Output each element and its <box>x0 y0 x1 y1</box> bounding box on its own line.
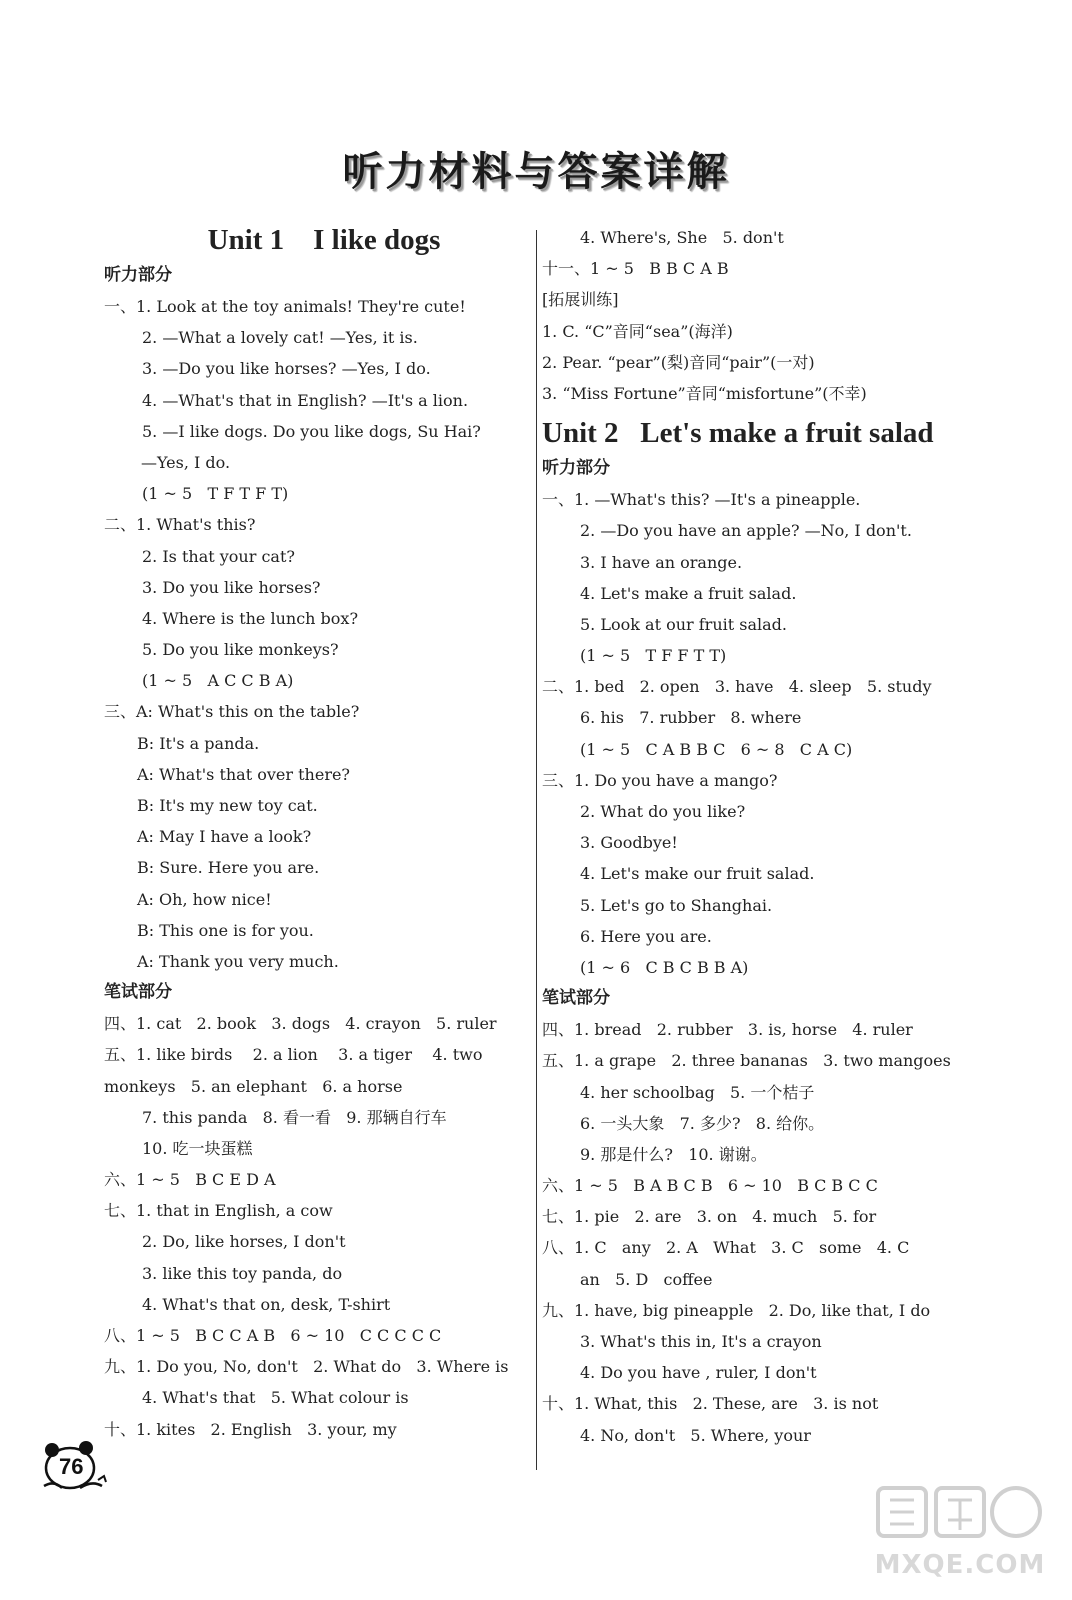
answer-line: B: This one is for you. <box>137 920 314 940</box>
answer-line: 五、1. like birds 2. a lion 3. a tiger 4. two <box>104 1045 483 1065</box>
answer-line: A: May I have a look? <box>137 827 312 847</box>
watermark-text: MXQE.COM <box>874 1550 1046 1580</box>
answer-line: A: Thank you very much. <box>137 951 339 971</box>
column-divider <box>536 230 537 1470</box>
answer-line: 2. What do you like? <box>580 802 746 821</box>
right-top-lines <box>542 222 972 409</box>
answer-line: 2. Do, like horses, I don't <box>142 1232 346 1252</box>
answer-line: 2. —What a lovely cat! —Yes, it is. <box>142 328 418 348</box>
answer-line: 十、1. kites 2. English 3. your, my <box>104 1419 397 1439</box>
answer-line: 4. What's that on, desk, T-shirt <box>142 1294 391 1314</box>
answer-line: 三、A: What's this on the table? <box>104 702 360 722</box>
right-column <box>542 220 972 1451</box>
answer-line: an 5. D coffee <box>580 1269 713 1289</box>
answer-line: 一、1. —What's this? —It's a pineapple. <box>542 490 861 510</box>
answer-line: 7. this panda 8. 看一看 9. 那辆自行车 <box>142 1107 447 1127</box>
answer-line: B: It's my new toy cat. <box>137 796 318 815</box>
answer-line: 6. 一头大象 7. 多少? 8. 给你。 <box>580 1113 825 1133</box>
section-heading: 笔试部分 <box>542 988 610 1009</box>
answer-line: 4. —What's that in English? —It's a lion. <box>142 390 469 410</box>
answer-line: 一、1. Look at the toy animals! They're cute! <box>104 297 466 316</box>
answer-line: 3. I have an orange. <box>580 552 743 572</box>
answer-line: 5. —I like dogs. Do you like dogs, Su Hai? <box>142 421 481 441</box>
answer-line: 七、1. pie 2. are 3. on 4. much 5. for <box>542 1207 877 1227</box>
answer-line: 十、1. What, this 2. These, are 3. is not <box>542 1394 879 1414</box>
answer-line: 九、1. have, big pineapple 2. Do, like that, I do <box>542 1300 931 1320</box>
answer-line: 二、1. bed 2. open 3. have 4. sleep 5. study <box>542 677 932 697</box>
answer-line: 4. No, don't 5. Where, your <box>580 1425 811 1445</box>
answer-line: 1. C. “C”音同“sea”(海洋) <box>542 321 733 341</box>
answer-line: 二、1. What's this? <box>104 515 256 535</box>
page-title: 听力材料与答案详解 <box>342 149 730 195</box>
answer-line: 四、1. bread 2. rubber 3. is, horse 4. ruler <box>542 1020 913 1040</box>
answer-line: (1 ~ 5 T F F T T) <box>580 646 727 666</box>
page-number-badge <box>40 1440 112 1492</box>
answer-line: 5. Let's go to Shanghai. <box>580 895 773 915</box>
left-column <box>104 220 524 1445</box>
answer-line: 4. Do you have , ruler, I don't <box>580 1363 817 1383</box>
answer-line: 六、1 ~ 5 B A B C B 6 ~ 10 B C B C C <box>542 1176 878 1196</box>
answer-line: 3. “Miss Fortune”音同“misfortune”(不幸) <box>542 383 867 403</box>
answer-line: 6. Here you are. <box>580 926 712 946</box>
answer-line: 七、1. that in English, a cow <box>104 1201 333 1221</box>
answer-line: 6. his 7. rubber 8. where <box>580 708 802 728</box>
answer-line: 3. What's this in, It's a crayon <box>580 1332 822 1351</box>
answer-line: 3. like this toy panda, do <box>142 1263 343 1283</box>
answer-line: 9. 那是什么? 10. 谢谢。 <box>580 1144 767 1164</box>
answer-line: 九、1. Do you, No, don't 2. What do 3. Where is <box>104 1357 509 1377</box>
page-number: 76 <box>59 1454 84 1479</box>
answer-line: 2. Is that your cat? <box>142 546 295 566</box>
answer-line: (1 ~ 6 C B C B B A) <box>580 957 749 977</box>
unit-1-title: Unit 1 I like dogs <box>207 224 441 256</box>
answer-line: 2. —Do you have an apple? —No, I don't. <box>580 521 912 541</box>
answer-line: —Yes, I do. <box>141 452 231 472</box>
answer-line: A: Oh, how nice! <box>137 889 272 909</box>
answer-line: 2. Pear. “pear”(梨)音同“pair”(一对) <box>542 352 815 372</box>
answer-line: 三、1. Do you have a mango? <box>542 770 778 790</box>
answer-line: 十一、1 ~ 5 B B C A B <box>542 259 729 279</box>
answer-line: 五、1. a grape 2. three bananas 3. two mangoes <box>542 1051 951 1071</box>
answer-line: B: Sure. Here you are. <box>137 858 320 878</box>
answer-line: 4. What's that 5. What colour is <box>142 1388 409 1408</box>
answer-line: 3. —Do you like horses? —Yes, I do. <box>142 359 431 379</box>
left-lines <box>104 260 524 1445</box>
answer-line: 八、1 ~ 5 B C C A B 6 ~ 10 C C C C C <box>104 1326 442 1345</box>
answer-line: 5. Look at our fruit salad. <box>580 614 787 634</box>
right-lines <box>542 453 972 1451</box>
answer-line: A: What's that over there? <box>137 764 351 784</box>
section-heading: 听力部分 <box>104 265 172 285</box>
answer-line: 10. 吃一块蛋糕 <box>142 1138 253 1158</box>
answer-line: 3. Goodbye! <box>580 833 678 853</box>
section-heading: 听力部分 <box>542 458 610 479</box>
answer-line: [拓展训练] <box>542 290 619 310</box>
section-heading: 笔试部分 <box>104 982 172 1003</box>
answer-line: 六、1 ~ 5 B C E D A <box>104 1170 276 1190</box>
answer-line: B: It's a panda. <box>137 733 260 753</box>
answer-line: 四、1. cat 2. book 3. dogs 4. crayon 5. ruler <box>104 1014 497 1034</box>
answer-line: monkeys 5. an elephant 6. a horse <box>104 1076 403 1096</box>
watermark <box>870 1480 1050 1590</box>
answer-line: (1 ~ 5 C A B B C 6 ~ 8 C A C) <box>580 739 853 759</box>
answer-line: 5. Do you like monkeys? <box>142 640 339 660</box>
answer-line: 4. Where's, She 5. don't <box>580 228 784 247</box>
answer-line: 4. Let's make our fruit salad. <box>580 864 815 884</box>
watermark-logo-icon <box>870 1480 1050 1550</box>
answer-line: (1 ~ 5 T F T F T) <box>142 484 289 504</box>
answer-line: 八、1. C any 2. A What 3. C some 4. C <box>542 1238 910 1258</box>
unit-2-title: Unit 2 Let's make a fruit salad <box>542 417 934 450</box>
answer-line: 4. Where is the lunch box? <box>142 608 359 628</box>
answer-line: 3. Do you like horses? <box>142 577 321 597</box>
answer-line: 4. her schoolbag 5. 一个桔子 <box>580 1082 815 1102</box>
answer-line: (1 ~ 5 A C C B A) <box>142 671 294 691</box>
answer-line: 4. Let's make a fruit salad. <box>580 583 797 603</box>
